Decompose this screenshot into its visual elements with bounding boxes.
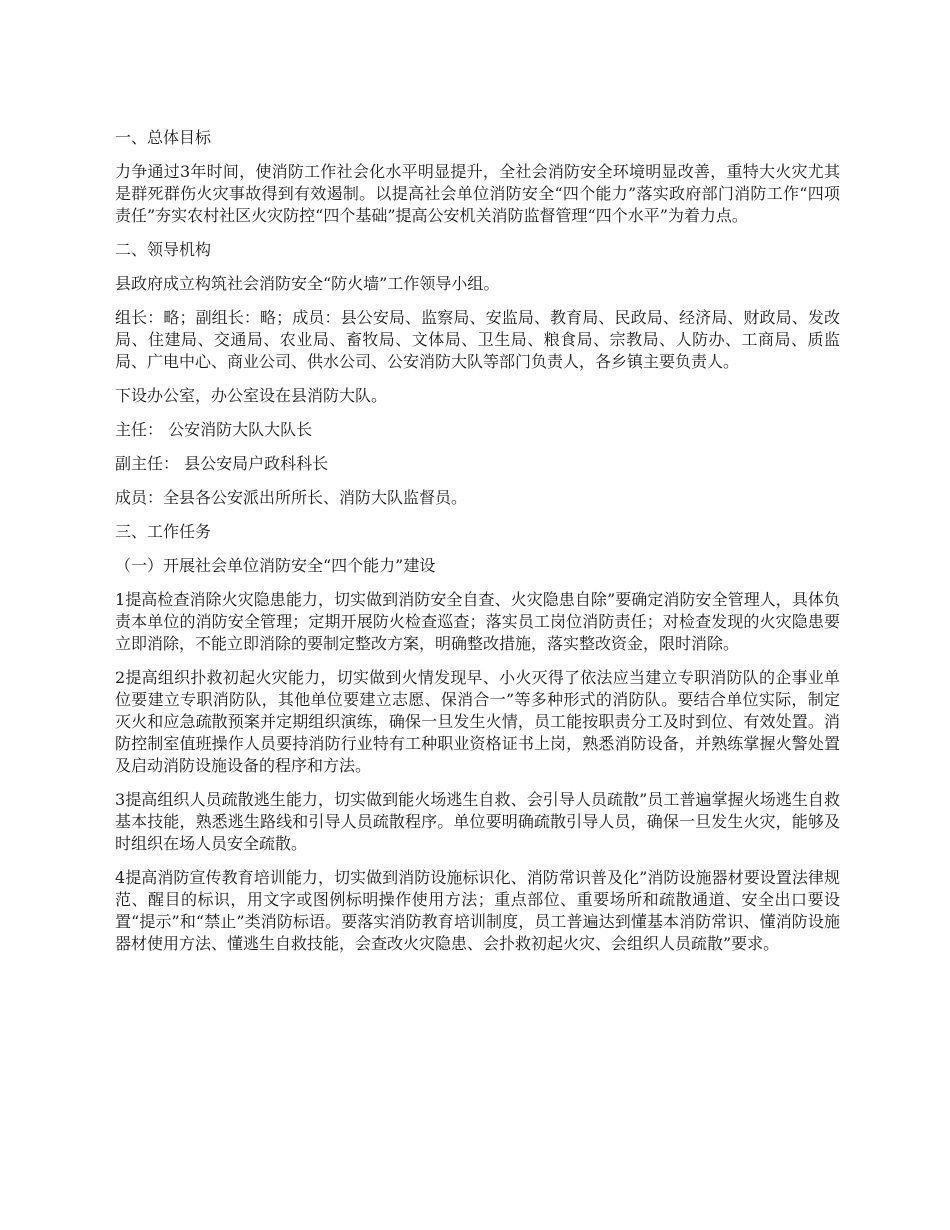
paragraph-task-3: 3提高组织人员疏散逃生能力，切实做到能火场逃生自救、会引导人员疏散”员工普遍掌握火场逃生自救基本技能，熟悉逃生路线和引导人员疏散程序。单位要明确疏散引导人员，确保一旦发生火灾，能够及时组织在场人员安全疏散。 (115, 790, 840, 853)
section-heading-goals: 一、总体目标 (115, 128, 212, 147)
paragraph-task-1: 1提高检查消除火灾隐患能力，切实做到消防安全自查、火灾隐患自除”要确定消防安全管理人，具体负责本单位的消防安全管理；定期开展防火检查巡查；落实员工岗位消防责任；对检查发现的火灾隐患要立即消除，不能立即消除的要制定整改方案，明确整改措施，落实整改资金，限时消除。 (115, 590, 840, 653)
paragraph-task-4: 4提高消防宣传教育培训能力，切实做到消防设施标识化、消防常识普及化”消防设施器材要设置法律规范、醒目的标识，用文字或图例标明操作使用方法；重点部位、重要场所和疏散通道、安全出口要设置“提示”和“禁止”类消防标语。要落实消防教育培训制度，员工普遍达到懂基本消防常识、懂消防设施器材使用方法、懂逃生自救技能，会查改火灾隐患、会扑救初起火灾、会组织人员疏散”要求。 (115, 868, 840, 953)
paragraph-deputy-director: 副主任： 县公安局户政科科长 (115, 454, 329, 473)
section-heading-tasks: 三、工作任务 (115, 522, 212, 541)
paragraph-task-2: 2提高组织扑救初起火灾能力，切实做到火情发现早、小火灭得了依法应当建立专职消防队的企事业单位要建立专职消防队，其他单位要建立志愿、保消合一”等多种形式的消防队。要结合单位实际，制定灭火和应急疏散预案并定期组织演练，确保一旦发生火情，员工能按职责分工及时到位、有效处置。消防控制室值班操作人员要持消防行业特有工种职业资格证书上岗，熟悉消防设备，并熟练掌握火警处置及启动消防设施设备的程序和方法。 (115, 668, 840, 775)
section-heading-leadership: 二、领导机构 (115, 240, 212, 259)
paragraph-director: 主任： 公安消防大队大队长 (115, 420, 313, 439)
paragraph-goals: 力争通过3年时间，使消防工作社会化水平明显提升，全社会消防安全环境明显改善，重特大火灾尤其是群死群伤火灾事故得到有效遏制。以提高社会单位消防安全“四个能力”落实政府部门消防工作“四项责任”夯实农村社区火灾防控“四个基础”提高公安机关消防监督管理“四个水平”为着力点。 (115, 162, 840, 225)
paragraph-leading-group: 县政府成立构筑社会消防安全“防火墙”工作领导小组。 (115, 274, 500, 293)
paragraph-office: 下设办公室，办公室设在县消防大队。 (115, 386, 388, 405)
document-body (115, 127, 840, 967)
paragraph-members: 组长：略；副组长：略；成员：县公安局、监察局、安监局、教育局、民政局、经济局、财政局、发改局、住建局、交通局、农业局、畜牧局、文体局、卫生局、粮食局、宗教局、人防办、工商局、质监局、广电中心、商业公司、供水公司、公安消防大队等部门负责人，各乡镇主要负责人。 (115, 308, 840, 371)
paragraph-office-members: 成员：全县各公安派出所所长、消防大队监督员。 (115, 488, 468, 507)
subheading-four-abilities: （一）开展社会单位消防安全“四个能力”建设 (115, 556, 436, 575)
